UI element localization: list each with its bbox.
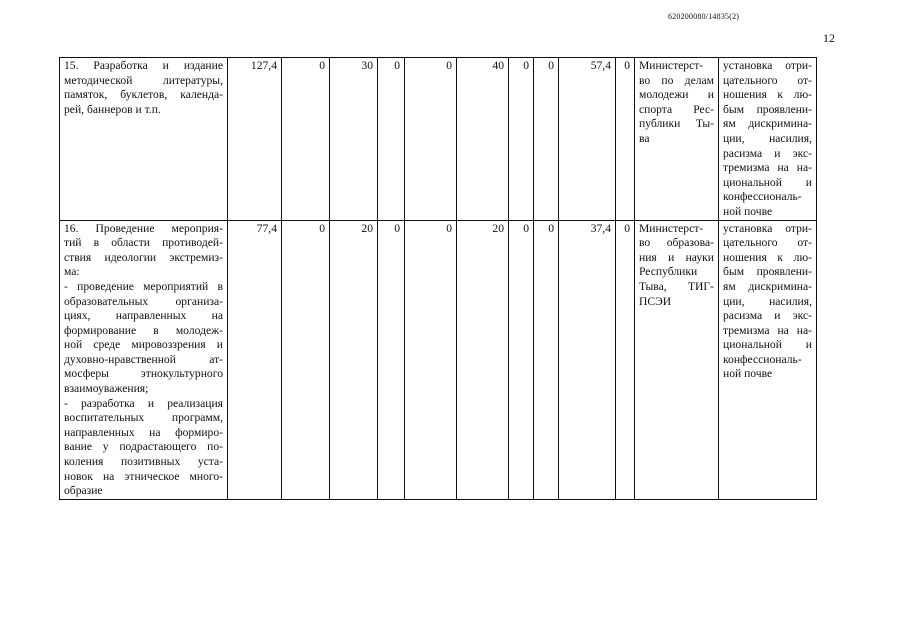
expected-result-cell-line: ной почве xyxy=(723,367,773,381)
funding-value-cell: 57,4 xyxy=(559,58,616,221)
table-row xyxy=(60,220,817,499)
executor-cell-line: ва xyxy=(639,131,650,145)
expected-result-cell-line: ношения к лю- xyxy=(723,88,812,102)
executor-cell-line: Министерст- xyxy=(639,59,704,72)
activity-cell-line: ствия идеологии экстремиз- xyxy=(64,250,223,264)
expected-result-cell-line: циональной и xyxy=(723,338,812,352)
expected-result-cell-line: расизма и экс- xyxy=(723,309,812,323)
activity-cell-line: - проведение мероприятий в xyxy=(64,279,223,293)
executor-cell-line: спорта Рес- xyxy=(639,102,714,116)
activity-cell-line: вание у подрастающего по- xyxy=(64,440,223,454)
executor-cell xyxy=(635,58,719,221)
activity-cell-line: воспитательных программ, xyxy=(64,411,223,425)
expected-result-cell-line: расизма и экс- xyxy=(723,146,812,160)
activity-cell-line: коления позитивных уста- xyxy=(64,455,223,469)
activity-cell xyxy=(60,220,228,499)
activity-cell-line: образовательных организа- xyxy=(64,294,223,308)
expected-result-cell-line: ции, насилия, xyxy=(723,131,812,145)
activity-cell-line: 16. Проведение мероприя- xyxy=(64,221,223,235)
activity-cell xyxy=(60,58,228,221)
funding-value-cell: 0 xyxy=(405,220,457,499)
activity-cell-line: методической литературы, xyxy=(64,73,223,87)
document-id: 620200080/14835(2) xyxy=(668,12,740,21)
table-row xyxy=(60,58,817,221)
expected-result-cell-line: ношения к лю- xyxy=(723,250,812,264)
funding-value-cell: 0 xyxy=(282,58,330,221)
expected-result-cell-line: ной почве xyxy=(723,204,773,218)
funding-value-cell: 0 xyxy=(378,58,405,221)
expected-result-cell-line: тремизма на на- xyxy=(723,323,812,337)
activity-cell-line: формирование в молодеж- xyxy=(64,323,223,337)
funding-value-cell: 0 xyxy=(509,58,534,221)
funding-value-cell: 127,4 xyxy=(228,58,282,221)
activity-cell-line: памяток, буклетов, календа- xyxy=(64,88,223,102)
executor-cell-line: во по делам xyxy=(639,73,714,87)
funding-value-cell: 30 xyxy=(330,58,378,221)
funding-value-cell: 37,4 xyxy=(559,220,616,499)
activity-cell-line: взаимоуважения; xyxy=(64,382,149,396)
funding-value-cell: 0 xyxy=(534,58,559,221)
activity-cell-line: образие xyxy=(64,484,103,498)
funding-value-cell: 0 xyxy=(534,220,559,499)
expected-result-cell-line: конфессиональ- xyxy=(723,190,802,204)
executor-cell-line: Республики xyxy=(639,265,698,279)
expected-result-cell-line: цательного от- xyxy=(723,236,812,250)
funding-value-cell: 20 xyxy=(330,220,378,499)
activity-cell-line: циях, направленных на xyxy=(64,309,223,323)
executor-cell-line: во образова- xyxy=(639,236,714,250)
expected-result-cell-line: ции, насилия, xyxy=(723,294,812,308)
expected-result-cell-line: ям дискримина- xyxy=(723,117,812,131)
funding-value-cell: 0 xyxy=(378,220,405,499)
expected-result-cell-line: установка отри- xyxy=(723,221,812,235)
funding-value-cell: 0 xyxy=(282,220,330,499)
activity-cell-line: мосферы этнокультурного xyxy=(64,367,223,381)
funding-value-cell: 0 xyxy=(405,58,457,221)
funding-value-cell: 40 xyxy=(457,58,509,221)
funding-value-cell: 77,4 xyxy=(228,220,282,499)
activity-cell-line: ма: xyxy=(64,265,80,279)
activity-cell-line: направленных на формиро- xyxy=(64,425,223,439)
expected-result-cell-line: бым проявлени- xyxy=(723,265,812,279)
expected-result-cell-line: циональной и xyxy=(723,175,812,189)
activity-cell-line: - разработка и реализация xyxy=(64,396,223,410)
expected-result-cell xyxy=(719,58,817,221)
funding-value-cell: 20 xyxy=(457,220,509,499)
executor-cell-line: публики Ты- xyxy=(639,117,714,131)
expected-result-cell-line: ям дискримина- xyxy=(723,279,812,293)
executor-cell-line: ния и науки xyxy=(639,250,714,264)
executor-cell-line: Министерст- xyxy=(639,221,704,235)
expected-result-cell-line: установка отри- xyxy=(723,59,812,72)
activity-cell-line: духовно-нравственной ат- xyxy=(64,352,223,366)
expected-result-cell-line: тремизма на на- xyxy=(723,161,812,175)
funding-value-cell: 0 xyxy=(509,220,534,499)
activity-cell-line: новок на этническое много- xyxy=(64,469,223,483)
activity-cell-line: ной среде мировоззрения и xyxy=(64,338,223,352)
activity-cell-line: тий в области противодей- xyxy=(64,236,223,250)
executor-cell-line: молодежи и xyxy=(639,88,714,102)
executor-cell-line: ПСЭИ xyxy=(639,294,672,308)
expected-result-cell xyxy=(719,220,817,499)
expected-result-cell-line: цательного от- xyxy=(723,73,812,87)
program-table xyxy=(59,57,817,500)
executor-cell xyxy=(635,220,719,499)
funding-value-cell: 0 xyxy=(616,58,635,221)
expected-result-cell-line: конфессиональ- xyxy=(723,352,802,366)
activity-cell-line: 15. Разработка и издание xyxy=(64,59,223,72)
executor-cell-line: Тыва, ТИГ- xyxy=(639,279,714,293)
page-number: 12 xyxy=(823,31,835,45)
expected-result-cell-line: бым проявлени- xyxy=(723,102,812,116)
activity-cell-line: рей, баннеров и т.п. xyxy=(64,102,161,116)
funding-value-cell: 0 xyxy=(616,220,635,499)
